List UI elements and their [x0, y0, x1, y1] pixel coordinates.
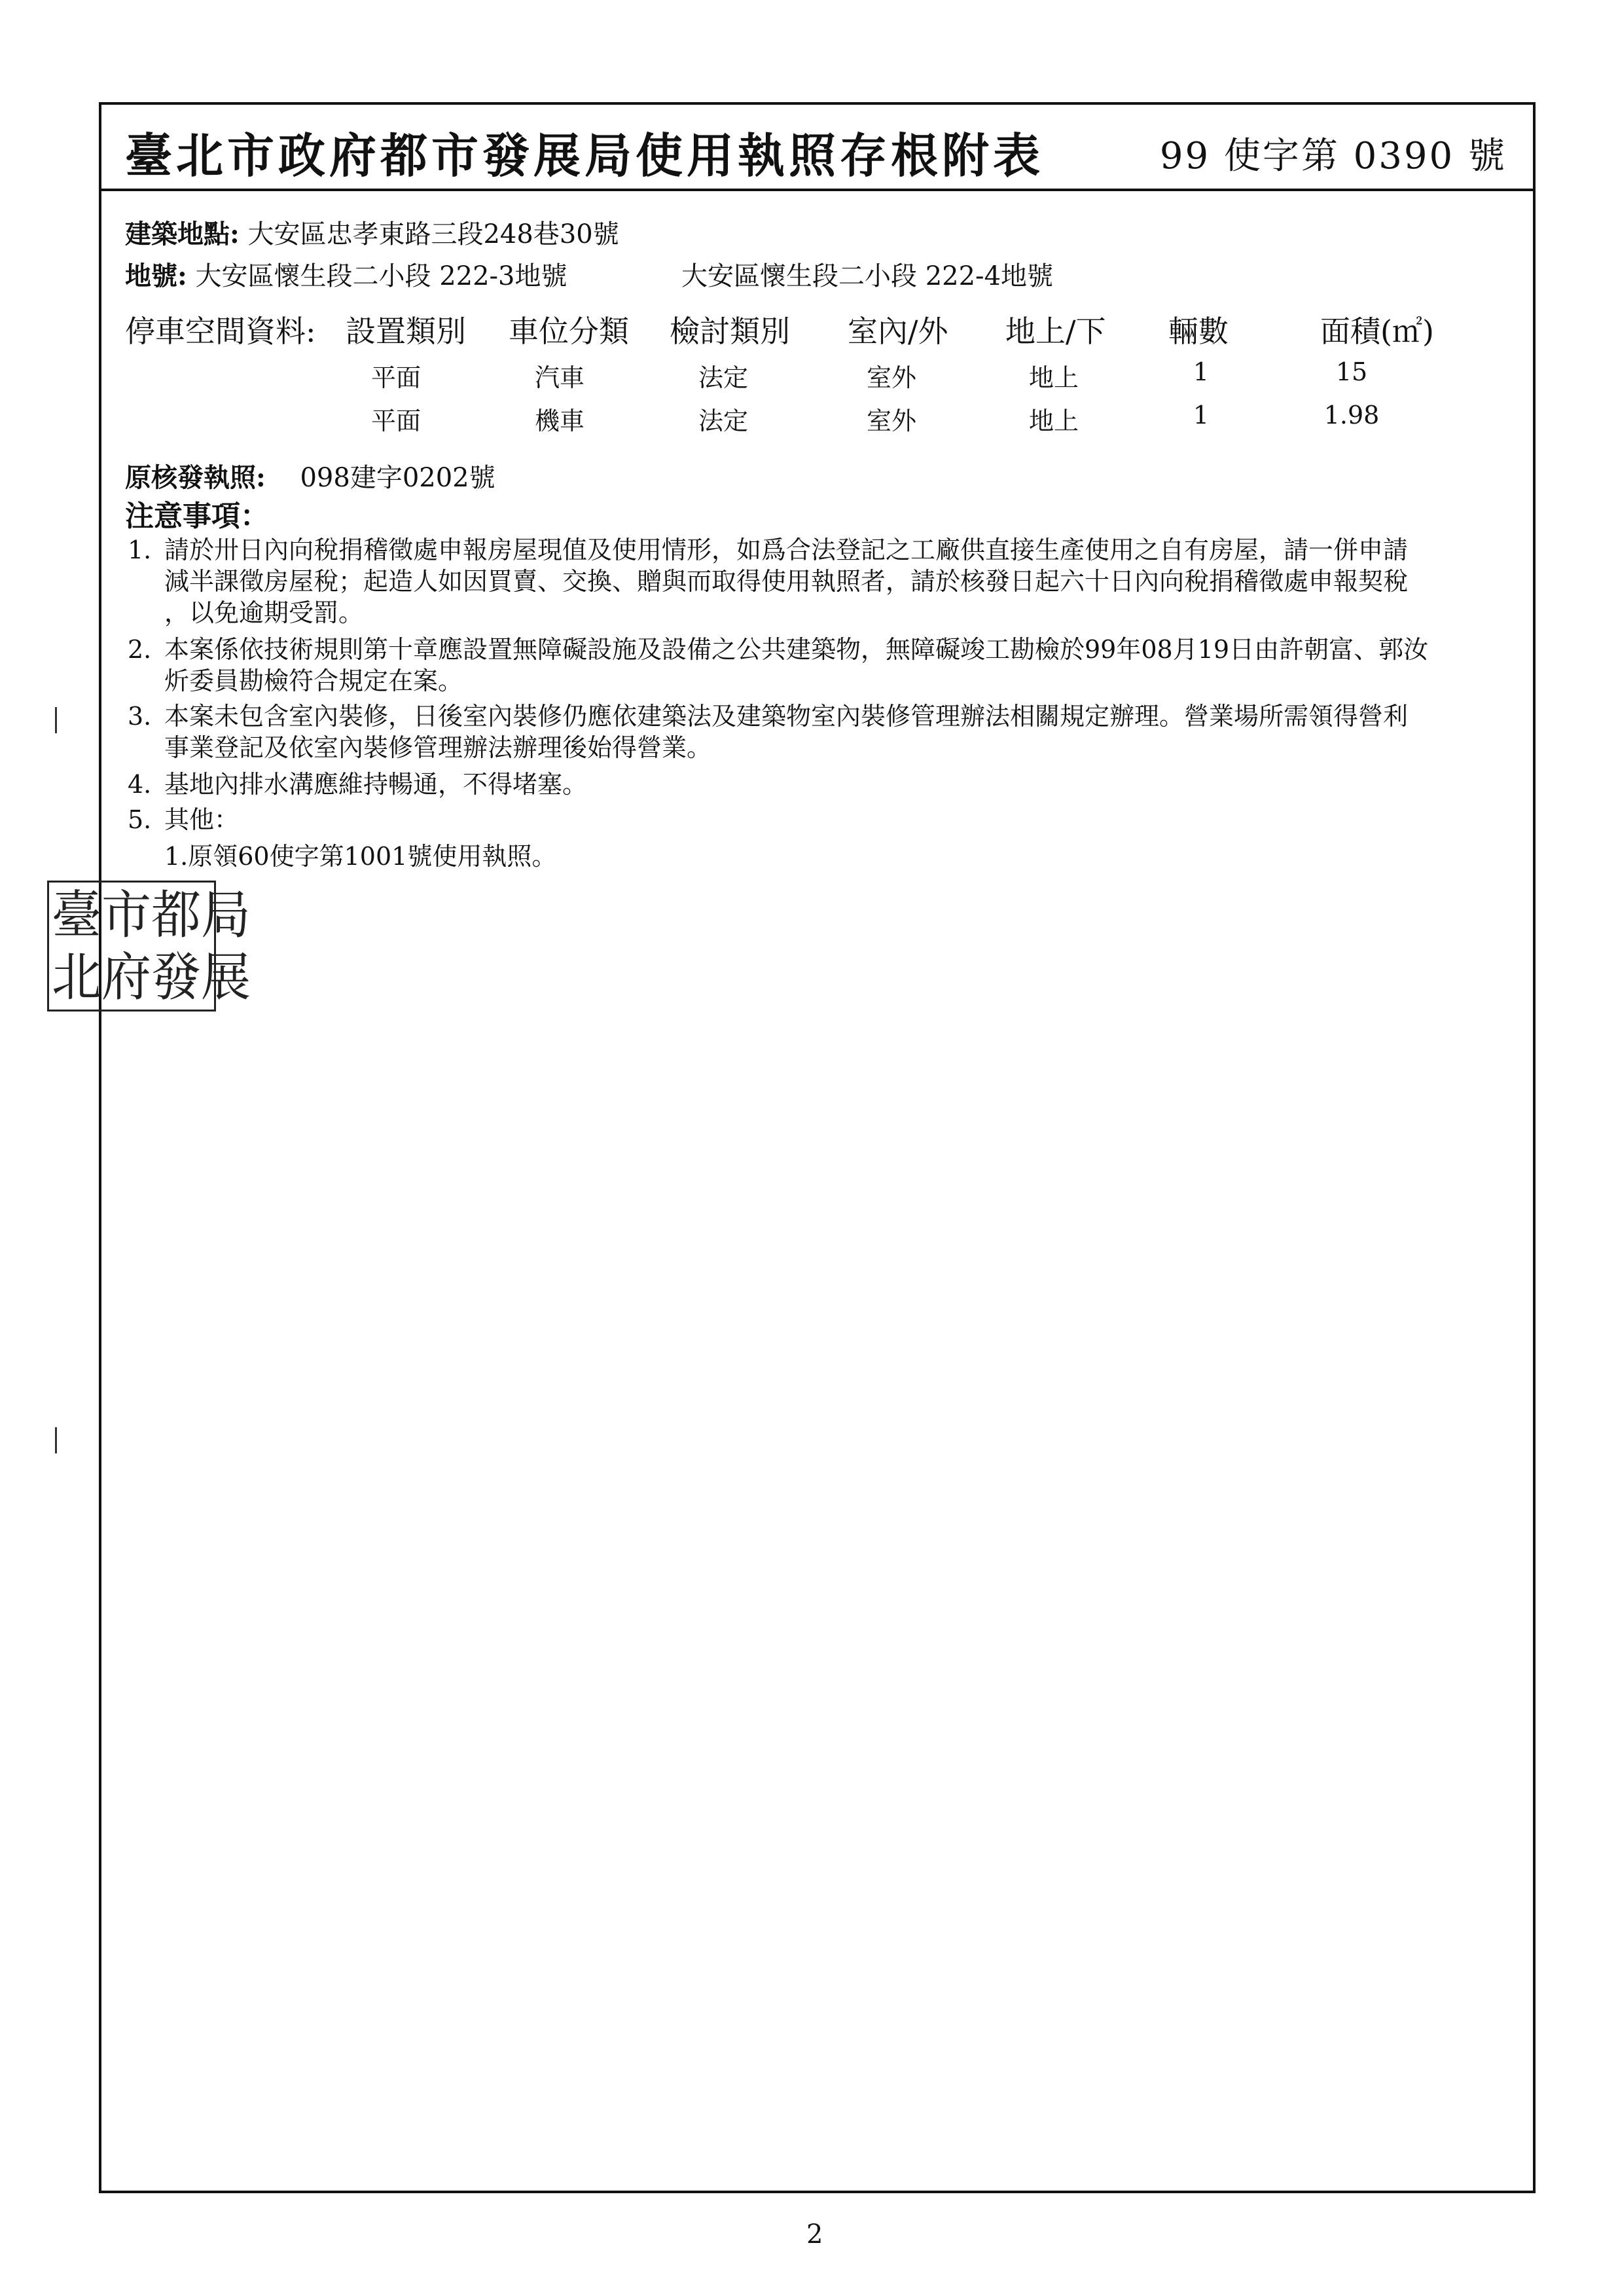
note-item	[128, 701, 1509, 763]
table-cell: 地上	[1028, 363, 1079, 392]
column-header: 設置類別	[346, 314, 466, 349]
note-line: 其他：	[164, 805, 240, 834]
note-line: 1.原領60使字第1001號使用執照。	[164, 842, 557, 871]
column-header: 檢討類別	[670, 314, 790, 349]
column-header: 地上/下	[1005, 314, 1106, 349]
note-sub-item	[128, 841, 1509, 872]
note-item	[128, 534, 1509, 629]
note-line: 減半課徵房屋稅；起造人如因買賣、交換、贈與而取得使用執照者，請於核發日起六十日內向稅捐稽徵處申報契稅	[164, 567, 1409, 596]
note-line: 本案未包含室內裝修，日後室內裝修仍應依建築法及建築物室內裝修管理辦法相關規定辦理。營業場所需領得營利	[164, 702, 1409, 731]
lot-number-row	[125, 255, 1500, 293]
note-number: 2.	[128, 635, 152, 664]
table-cell: 地上	[1028, 407, 1079, 435]
margin-mark	[55, 1427, 57, 1453]
seal-char: 發	[151, 946, 201, 1008]
seal-char: 府	[101, 946, 151, 1008]
notes-title: 注意事項：	[125, 500, 269, 533]
site-address-row	[125, 213, 619, 251]
title-bar	[101, 105, 1533, 191]
permit-number: 99 使字第 0390 號	[1159, 135, 1507, 177]
original-permit-row	[125, 457, 495, 494]
seal-char: 局	[201, 884, 251, 946]
lot-number-value-1: 大安區懷生段二小段 222-3地號	[195, 261, 567, 291]
note-line: 炘委員勘檢符合規定在案。	[164, 666, 463, 695]
table-cell: 機車	[534, 407, 584, 435]
document-title: 臺北市政府都市發展局使用執照存根附表	[125, 128, 1045, 183]
original-permit-label: 原核發執照:	[125, 462, 266, 493]
note-item	[128, 804, 1509, 835]
seal-char: 都	[151, 884, 201, 946]
note-item	[128, 634, 1509, 697]
table-cell: 15	[1335, 357, 1368, 386]
note-line: 事業登記及依室內裝修管理辦法辦理後始得營業。	[164, 733, 712, 762]
table-cell: 汽車	[534, 363, 584, 392]
table-cell: 室外	[866, 407, 916, 435]
lot-number-value-2: 大安區懷生段二小段 222-4地號	[681, 261, 1054, 291]
parking-label: 停車空間資料:	[125, 314, 316, 349]
lot-number-label: 地號:	[125, 261, 187, 291]
site-address-label: 建築地點:	[125, 219, 240, 249]
note-item	[128, 769, 1509, 800]
note-line: ，以免逾期受罰。	[164, 598, 364, 627]
seal-char: 北	[52, 946, 101, 1008]
note-number: 4.	[128, 770, 152, 799]
table-cell: 1.98	[1323, 401, 1380, 429]
column-header: 室內/外	[848, 314, 948, 349]
table-cell: 1	[1193, 401, 1210, 429]
table-cell: 法定	[698, 363, 748, 392]
column-header: 輛數	[1168, 314, 1229, 349]
column-header: 車位分類	[509, 314, 629, 349]
note-line: 基地內排水溝應維持暢通，不得堵塞。	[164, 770, 588, 799]
table-cell: 平面	[370, 363, 421, 392]
note-line: 請於卅日內向稅捐稽徵處申報房屋現值及使用情形，如爲合法登記之工廠供直接生產使用之自有房屋，請一併申請	[164, 536, 1409, 564]
table-cell: 平面	[370, 407, 421, 435]
seal-char: 展	[201, 946, 251, 1008]
note-number: 5.	[128, 805, 152, 834]
table-cell: 1	[1193, 357, 1210, 386]
column-header: 面積(㎡)	[1320, 314, 1434, 349]
seal-char: 臺	[52, 884, 101, 946]
note-number: 3.	[128, 702, 152, 731]
margin-mark	[55, 707, 57, 733]
site-address-value: 大安區忠孝東路三段248巷30號	[247, 219, 619, 249]
document-frame	[99, 102, 1536, 2193]
note-line: 本案係依技術規則第十章應設置無障礙設施及設備之公共建築物，無障礙竣工勘檢於99年08月19日由許朝富、郭汝	[164, 635, 1429, 664]
note-number: 1.	[128, 536, 152, 564]
seal-char: 市	[101, 884, 151, 946]
official-seal-stamp	[47, 881, 251, 1011]
original-permit-value: 098建字0202號	[300, 463, 495, 493]
page-number: 2	[806, 2219, 823, 2250]
table-cell: 室外	[866, 363, 916, 392]
table-cell: 法定	[698, 407, 748, 435]
